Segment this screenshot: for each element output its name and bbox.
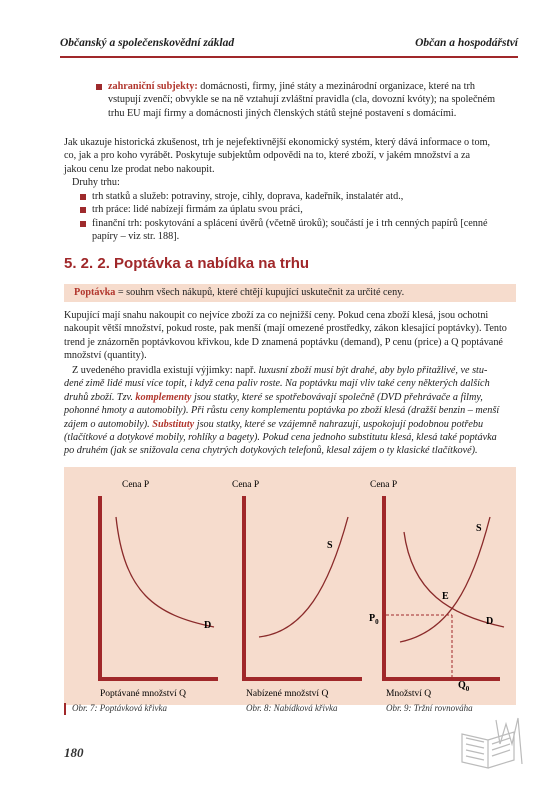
- caption-fig7: Obr. 7: Poptávková křivka: [72, 703, 167, 713]
- market-types-title: Druhy trhu:: [72, 177, 120, 189]
- para2-line: nakoupit větší množství, pokud roste, pak menší (mají omezené prostředky, zákon klesající poptávky). Tento: [64, 323, 507, 335]
- q0-label: $Q_0$: [458, 680, 470, 693]
- para3-line: po druhém (jak se snižovala cena chytrých dotykových telefonů, klesal zájem o ty klasické tlačítkové).: [64, 445, 478, 457]
- para2-line: trend je znázorněn poptávkovou křivkou, kde D znamená poptávku (demand), P cenu (price) a Q poptávané: [64, 336, 503, 348]
- g3-demand-label: D: [486, 616, 494, 627]
- page-number: 180: [64, 745, 84, 760]
- exceptions-paragraph: [64, 364, 516, 458]
- market-type-text: trh práce: lidé nabízejí firmám za úplatu svou práci,: [92, 204, 303, 216]
- foreign-line2: vstupují zvenčí; obvykle se na ně vztahují zvláštní pravidla (cla, dovozní kvóty); na společném: [108, 94, 496, 106]
- caption-marker: [64, 703, 66, 715]
- caption-fig8: Obr. 8: Nabídková křivka: [246, 703, 338, 713]
- market-paragraph: [64, 136, 516, 190]
- market-type-text: trh statků a služeb: potraviny, stroje, cihly, doprava, kadeřník, instalatér atd.,: [92, 191, 404, 202]
- market-type-item: [79, 190, 516, 203]
- g1-xlabel: Poptávané množství Q: [100, 689, 187, 699]
- market-type-item: [79, 217, 516, 244]
- para1-line: Jak ukazuje historická zkušenost, trh je nejefektivnější ekonomický systém, který dává informace o tom,: [64, 137, 491, 148]
- definition-text: = souhrn všech nákupů, které chtějí kupující uskutečnit za určité ceny.: [115, 287, 405, 298]
- substitutes-term: Substituty: [152, 418, 195, 430]
- foreign-term: zahraniční subjekty:: [108, 81, 198, 92]
- g3-ylabel: Cena P: [370, 480, 398, 490]
- header-right: Občan a hospodářství: [415, 37, 518, 49]
- demand-curve: [116, 517, 214, 627]
- para3-line: dené zimě lidé musí více topit, i když cena paliv roste. Na poptávku mají vliv také ceny některých dalších: [64, 378, 490, 390]
- section-title: 5. 2. 2. Poptávka a nabídka na trhu: [64, 255, 310, 272]
- para3-line: pohonné hmoty a automobily). Při růstu ceny komplementu poptávka po zboží klesá (dražší benzin – menší: [64, 405, 500, 417]
- running-header: [60, 34, 518, 54]
- para3-line: Z uvedeného pravidla existují výjimky: např. luxusní zboží musí být drahé, aby bylo přitažlivé, ve stu-: [72, 365, 488, 376]
- para3-line: zájem o automobily). Substituty jsou statky, které se vzájemně nahrazují, uspokojují podobnou potřebu: [64, 418, 484, 430]
- g3-xlabel: Množství Q: [386, 689, 432, 699]
- caption-fig9: Obr. 9: Tržní rovnováha: [386, 703, 473, 713]
- complements-term: komplementy: [135, 391, 192, 403]
- market-type-item: [79, 203, 516, 216]
- g3-demand-curve: [404, 532, 504, 627]
- para1-line: jakou cenu lze prodat nebo nakoupit.: [64, 163, 215, 175]
- bullet-foreign: [95, 80, 513, 120]
- demand-paragraph: [64, 309, 516, 363]
- para3-line: druhů zboží. Tzv. komplementy jsou statky, které se spotřebovávají společně (DVD přehrávače a filmy,: [64, 391, 483, 403]
- market-types-list: [79, 190, 516, 244]
- supply-graph: [232, 480, 362, 699]
- para2-line: množství (quantity).: [64, 350, 147, 362]
- demand-graph: [98, 480, 218, 699]
- book-logo-icon: [458, 714, 528, 778]
- graphs-svg: [64, 467, 516, 705]
- equilibrium-label: E: [442, 591, 449, 602]
- g2-xlabel: Nabízené množství Q: [246, 689, 329, 699]
- g3-supply-label: S: [476, 523, 482, 534]
- p0-label: $P_0$: [369, 613, 379, 626]
- para2-line: Kupující mají snahu nakoupit co nejvíce zboží za co nejnižší ceny. Pokud cena zboží klesá, jsou ochotni: [64, 310, 489, 321]
- para1-line: co, jak a pro koho vyrábět. Poskytuje subjektům odpovědi na to, které zboží, v jakém množství a za: [64, 150, 470, 162]
- header-left: Občanský a společenskovědní základ: [60, 37, 235, 49]
- g2-curve-label: S: [327, 540, 333, 551]
- market-type-text: finanční trh: poskytování a splácení úvěrů (včetně úroků); součástí je i trh cenných papírů [cenné: [92, 217, 488, 229]
- equilibrium-graph: [369, 480, 504, 699]
- g2-ylabel: Cena P: [232, 480, 260, 490]
- graphs-panel: [64, 467, 516, 705]
- header-divider: [60, 56, 518, 58]
- definition-term: Poptávka: [74, 287, 116, 298]
- g1-curve-label: D: [204, 620, 212, 631]
- foreign-line1: domácnosti, firmy, jiné státy a mezinárodní organizace, které na trh: [200, 81, 475, 92]
- foreign-line3: trhu EU mají firmy a domácnosti jiných členských států stejné postavení s domácími.: [108, 107, 457, 119]
- market-type-text: papíry – viz str. 188].: [92, 231, 180, 243]
- g3-supply-curve: [400, 517, 490, 642]
- supply-curve: [259, 517, 348, 637]
- g1-ylabel: Cena P: [122, 480, 150, 490]
- para3-line: (tlačítkové a dotykové mobily, rohlíky a bagety). Pokud cena jednoho substitutu klesá, klesá také poptávka: [64, 432, 497, 444]
- definition-box: [64, 284, 516, 302]
- foreign-subjects-item: [95, 80, 513, 120]
